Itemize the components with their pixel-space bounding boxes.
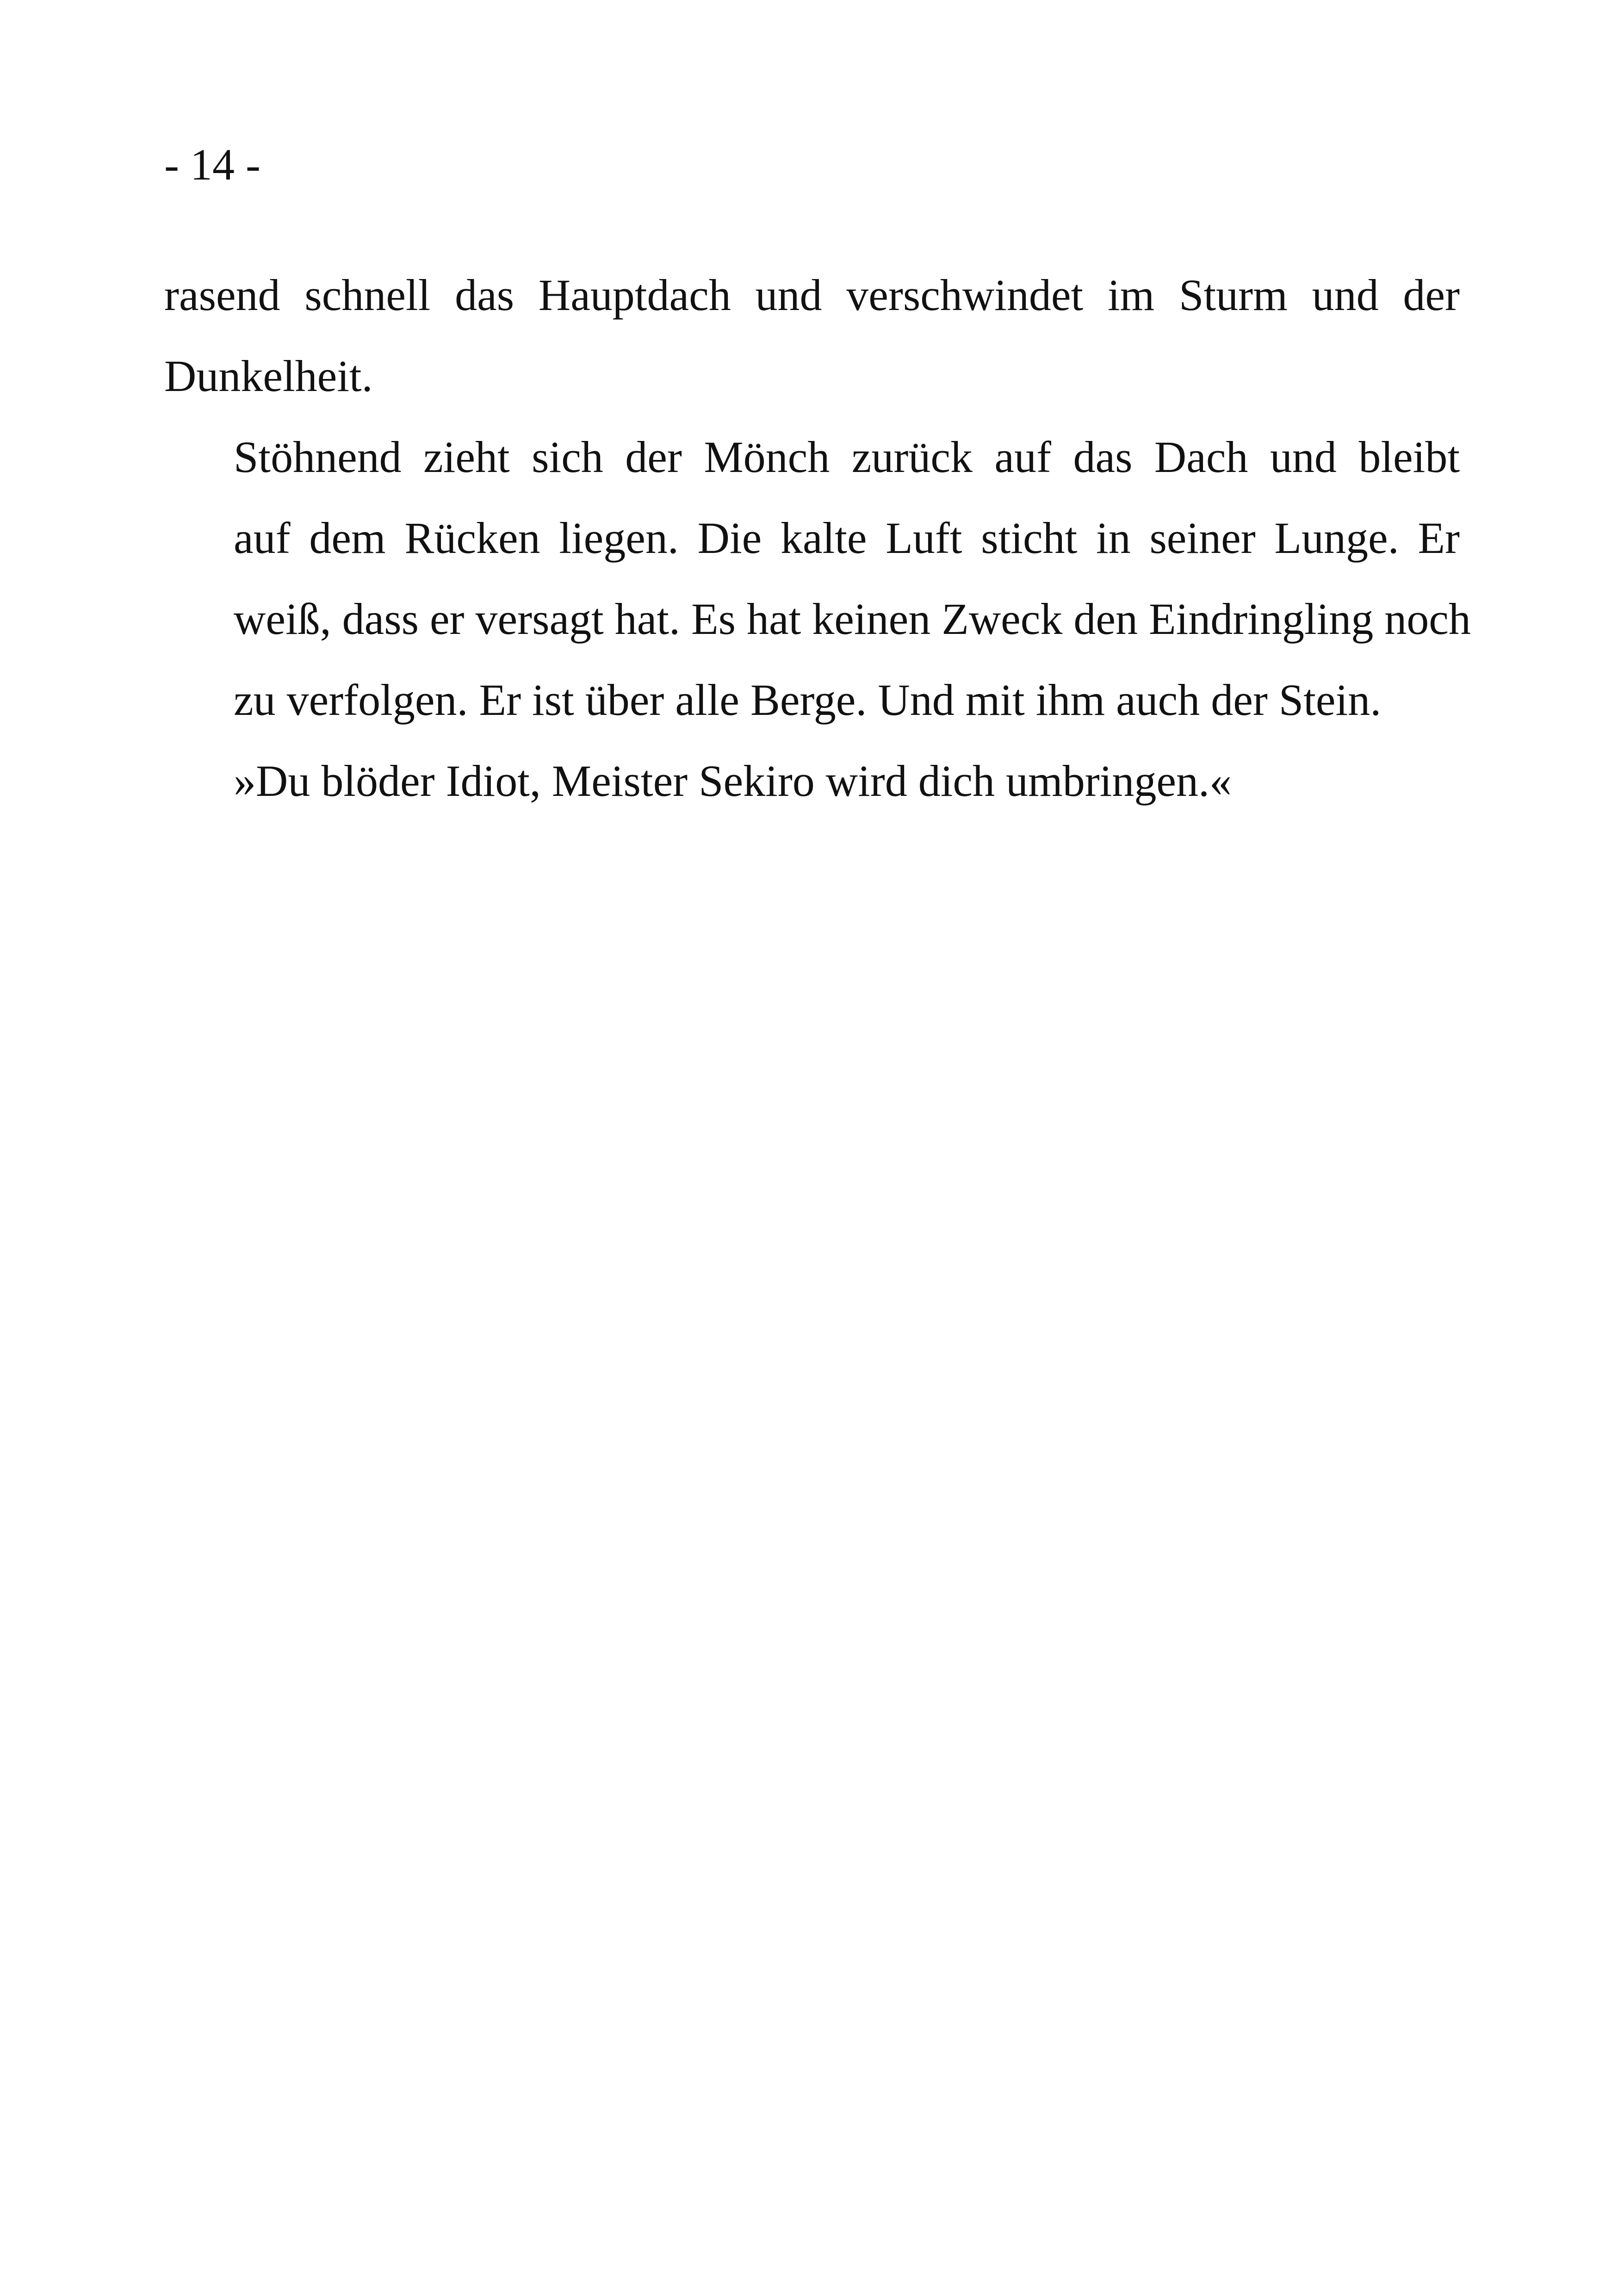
text-line: Stöhnend zieht sich der Mönch zurück auf das Dach und bleibt <box>234 432 1460 482</box>
text-line: Dunkelheit. <box>164 351 373 401</box>
text-line: zu verfolgen. Er ist über alle Berge. Und mit ihm auch der Stein. <box>234 675 1382 725</box>
text-line: auf dem Rücken liegen. Die kalte Luft sticht in seiner Lunge. Er <box>234 513 1460 563</box>
text-line: »Du blöder Idiot, Meister Sekiro wird dich umbringen.« <box>234 756 1232 806</box>
page-number: - 14 - <box>164 140 260 189</box>
text-line: rasend schnell das Hauptdach und verschwindet im Sturm und der <box>164 270 1460 320</box>
paragraph <box>164 740 1460 821</box>
paragraph <box>164 254 1460 416</box>
text-line: weiß, dass er versagt hat. Es hat keinen Zweck den Eindringling noch <box>234 594 1471 644</box>
body-text <box>164 254 1471 821</box>
paragraph <box>164 416 1471 740</box>
